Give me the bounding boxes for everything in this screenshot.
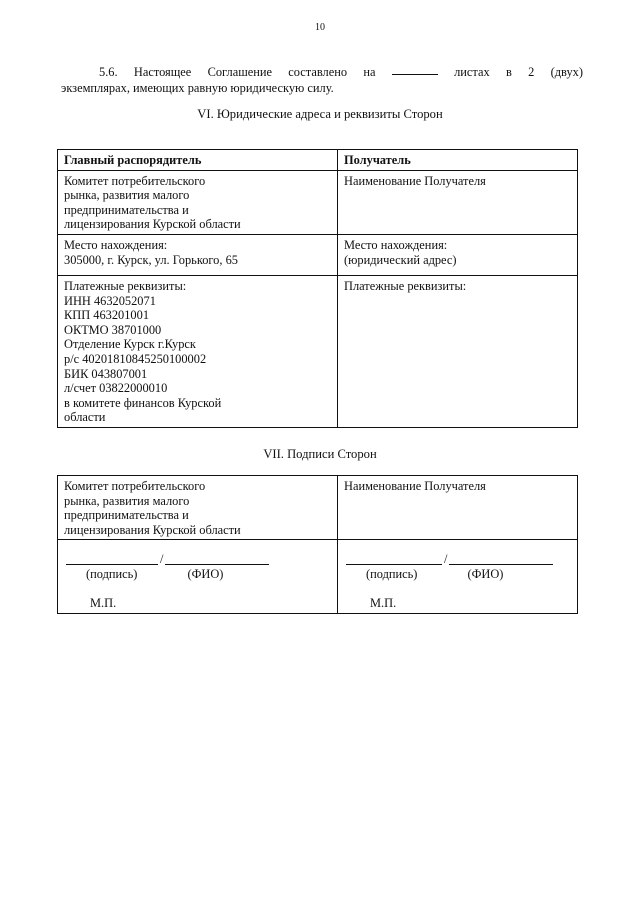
- text-line: в комитете финансов Курской: [64, 395, 222, 410]
- table-row: [58, 234, 578, 275]
- fio-blank: [165, 553, 269, 565]
- table-row: [58, 540, 578, 613]
- text-line: лицензирования Курской области: [64, 522, 241, 537]
- left-payment-cell: [58, 275, 338, 427]
- signature-blank: [66, 553, 158, 565]
- text-line: Платежные реквизиты:: [64, 278, 187, 293]
- section-7-title: VII. Подписи Сторон: [263, 447, 377, 461]
- right-signature-cell: [338, 540, 578, 613]
- signature-blank: [346, 553, 442, 565]
- signature-labels: [344, 567, 571, 582]
- signature-label: (подпись): [366, 567, 418, 582]
- section-6-title: VI. Юридические адреса и реквизиты Сторон: [197, 107, 443, 121]
- table-row: [58, 476, 578, 540]
- signature-line: [346, 553, 571, 565]
- clause-word: 5.6.: [99, 65, 118, 79]
- clause-line-1: [61, 64, 583, 80]
- text-line: л/счет 03822000010: [64, 381, 168, 396]
- clause-word: составлено: [288, 65, 348, 79]
- text-line: Наименование Получателя: [344, 173, 486, 188]
- right-payment-cell: [338, 275, 578, 427]
- clause-word: Соглашение: [207, 65, 272, 79]
- right-location-cell: [338, 234, 578, 275]
- clause-word: Настоящее: [133, 65, 192, 79]
- stamp-label: М.П.: [370, 595, 397, 610]
- text-line: рынка, развития малого: [64, 188, 190, 203]
- fio-blank: [449, 553, 553, 565]
- sheet-count-blank: [392, 64, 438, 75]
- left-signature-cell: [58, 540, 338, 613]
- table-row: [58, 275, 578, 427]
- clause-word: листах: [454, 65, 490, 79]
- text-line: Платежные реквизиты:: [344, 278, 467, 293]
- text-line: рынка, развития малого: [64, 493, 190, 508]
- signature-line: [66, 553, 331, 565]
- header-recipient: Получатель: [338, 150, 578, 171]
- fio-label: (ФИО): [187, 567, 224, 582]
- text-line: предпринимательства и: [64, 508, 189, 523]
- header-chief-manager: Главный распорядитель: [58, 150, 338, 171]
- right-org-cell: [338, 170, 578, 234]
- text-line: 305000, г. Курск, ул. Горького, 65: [64, 252, 238, 267]
- text-line: р/с 40201810845250100002: [64, 351, 207, 366]
- text-line: Комитет потребительского: [64, 173, 206, 188]
- text-line: Наименование Получателя: [344, 479, 486, 493]
- signature-labels: [64, 567, 331, 582]
- page-number: 10: [315, 22, 325, 33]
- slash: /: [160, 552, 164, 567]
- clause-word: на: [363, 65, 376, 79]
- slash: /: [444, 552, 448, 567]
- clause-word: 2: [528, 65, 535, 79]
- right-sign-org-cell: [338, 476, 578, 540]
- left-org-cell: [58, 170, 338, 234]
- signatures-table: [57, 475, 578, 614]
- fio-label: (ФИО): [467, 567, 504, 582]
- text-line: ОКТМО 38701000: [64, 322, 162, 337]
- stamp-label: М.П.: [90, 595, 117, 610]
- text-line: ИНН 4632052071: [64, 293, 156, 308]
- requisites-table: [57, 149, 578, 428]
- text-line: (юридический адрес): [344, 252, 457, 267]
- left-sign-org-cell: [58, 476, 338, 540]
- text-line: Место нахождения:: [64, 237, 168, 252]
- table-row: [58, 170, 578, 234]
- text-line: лицензирования Курской области: [64, 217, 241, 232]
- text-line: Место нахождения:: [344, 237, 448, 252]
- text-line: БИК 043807001: [64, 366, 148, 381]
- table-header-row: [58, 150, 578, 171]
- text-line: области: [64, 410, 106, 425]
- signature-label: (подпись): [86, 567, 138, 582]
- text-line: Отделение Курск г.Курск: [64, 337, 196, 352]
- clause-line-2: экземплярах, имеющих равную юридическую силу.: [61, 81, 334, 95]
- text-line: предпринимательства и: [64, 202, 189, 217]
- text-line: КПП 463201001: [64, 308, 150, 323]
- clause-word: (двух): [550, 65, 583, 79]
- left-location-cell: [58, 234, 338, 275]
- clause-5-6: [61, 64, 583, 96]
- clause-word: в: [505, 65, 512, 79]
- text-line: Комитет потребительского: [64, 479, 206, 493]
